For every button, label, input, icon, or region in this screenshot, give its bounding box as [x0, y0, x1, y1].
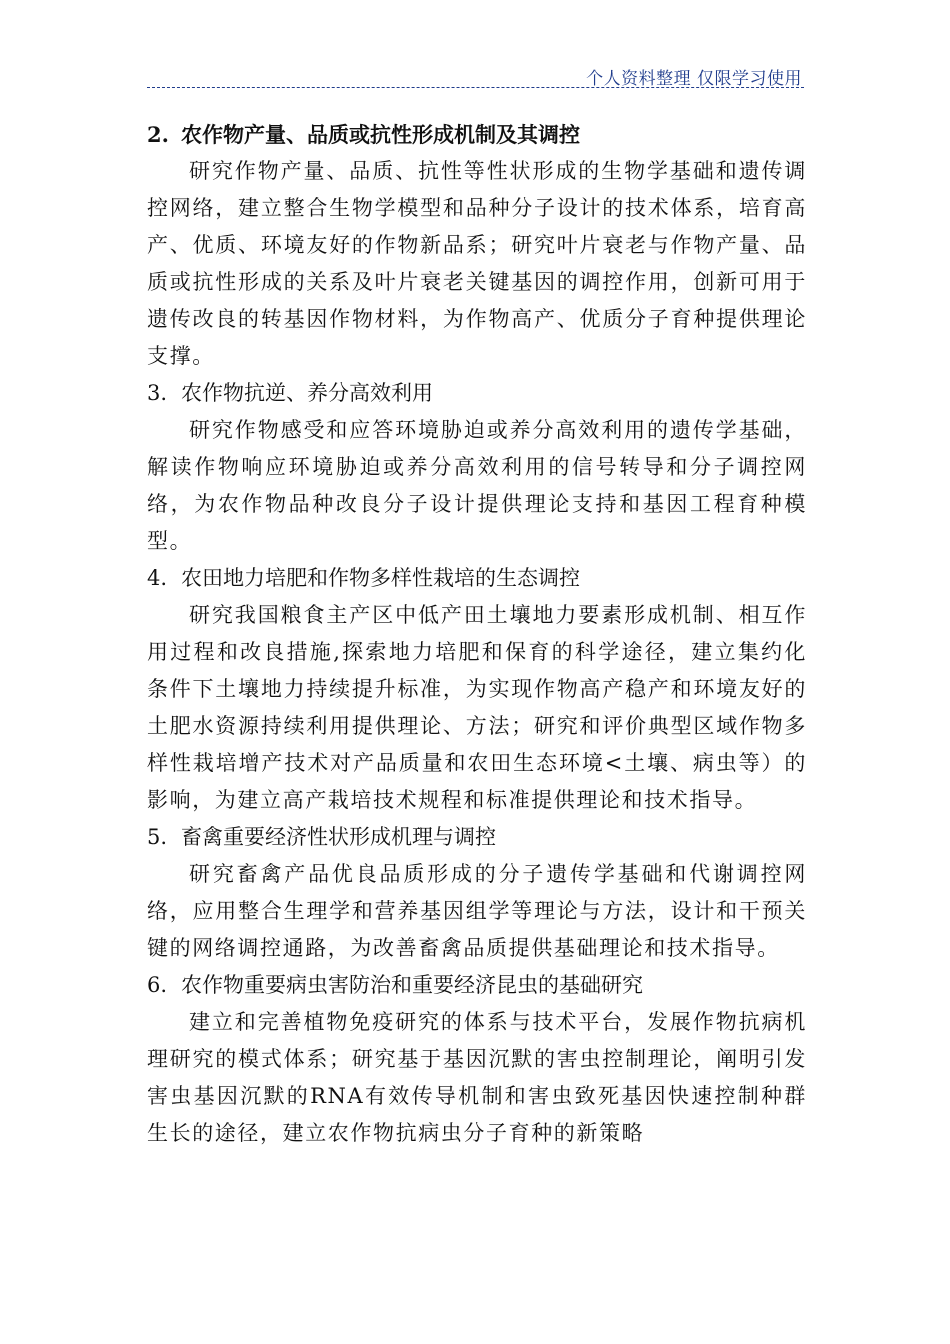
section-heading — [147, 819, 807, 856]
section-6 — [147, 967, 807, 1152]
section-paragraph: 研究我国粮食主产区中低产田土壤地力要素形成机制、相互作用过程和改良措施,探索地力培肥和保育的科学途径，建立集约化条件下土壤地力持续提升标准，为实现作物高产稳产和环境友好的土肥水资源持续利用提供理论、方法；研究和评价典型区域作物多样性栽培增产技术对产品质量和农田生态环境<土壤、病虫等）的影响，为建立高产栽培技术规程和标准提供理论和技术指导。 — [147, 603, 807, 812]
document-body — [147, 116, 807, 1152]
section-paragraph: 研究作物产量、品质、抗性等性状形成的生物学基础和遗传调控网络，建立整合生物学模型和品种分子设计的技术体系，培育高产、优质、环境友好的作物新品系；研究叶片衰老与作物产量、品质或抗性形成的关系及叶片衰老关键基因的调控作用，创新可用于遗传改良的转基因作物材料，为作物高产、优质分子育种提供理论支撑。 — [147, 159, 807, 368]
section-title: 农田地力培肥和作物多样性栽培的生态调控 — [181, 566, 580, 590]
section-paragraph: 研究作物感受和应答环境胁迫或养分高效利用的遗传学基础，解读作物响应环境胁迫或养分高效利用的信号转导和分子调控网络，为农作物品种改良分子设计提供理论支持和基因工程育种模型。 — [147, 418, 807, 553]
section-number: 6. — [147, 973, 168, 997]
section-number: 4. — [147, 566, 168, 590]
section-4 — [147, 560, 807, 819]
section-number: 3. — [147, 381, 168, 405]
section-heading — [147, 560, 807, 597]
section-title: 农作物重要病虫害防治和重要经济昆虫的基础研究 — [181, 973, 643, 997]
section-title: 畜禽重要经济性状形成机理与调控 — [181, 825, 496, 849]
section-2 — [147, 116, 807, 375]
section-paragraph: 研究畜禽产品优良品质形成的分子遗传学基础和代谢调控网络，应用整合生理学和营养基因组学等理论与方法，设计和干预关键的网络调控通路，为改善畜禽品质提供基础理论和技术指导。 — [147, 862, 807, 960]
section-title: 农作物抗逆、养分高效利用 — [181, 381, 433, 405]
section-3 — [147, 375, 807, 560]
section-title: 农作物产量、品质或抗性形成机制及其调控 — [181, 122, 580, 147]
section-number: 2. — [147, 122, 169, 147]
section-heading — [147, 967, 807, 1004]
header-divider — [147, 87, 804, 88]
section-5 — [147, 819, 807, 967]
page-header: 个人资料整理 仅限学习使用 — [586, 69, 802, 89]
section-heading — [147, 375, 807, 412]
section-paragraph: 建立和完善植物免疫研究的体系与技术平台，发展作物抗病机理研究的模式体系；研究基于基因沉默的害虫控制理论，阐明引发害虫基因沉默的RNA有效传导机制和害虫致死基因快速控制种群生长的途径，建立农作物抗病虫分子育种的新策略 — [147, 1010, 807, 1145]
section-heading — [147, 116, 807, 153]
section-number: 5. — [147, 825, 168, 849]
